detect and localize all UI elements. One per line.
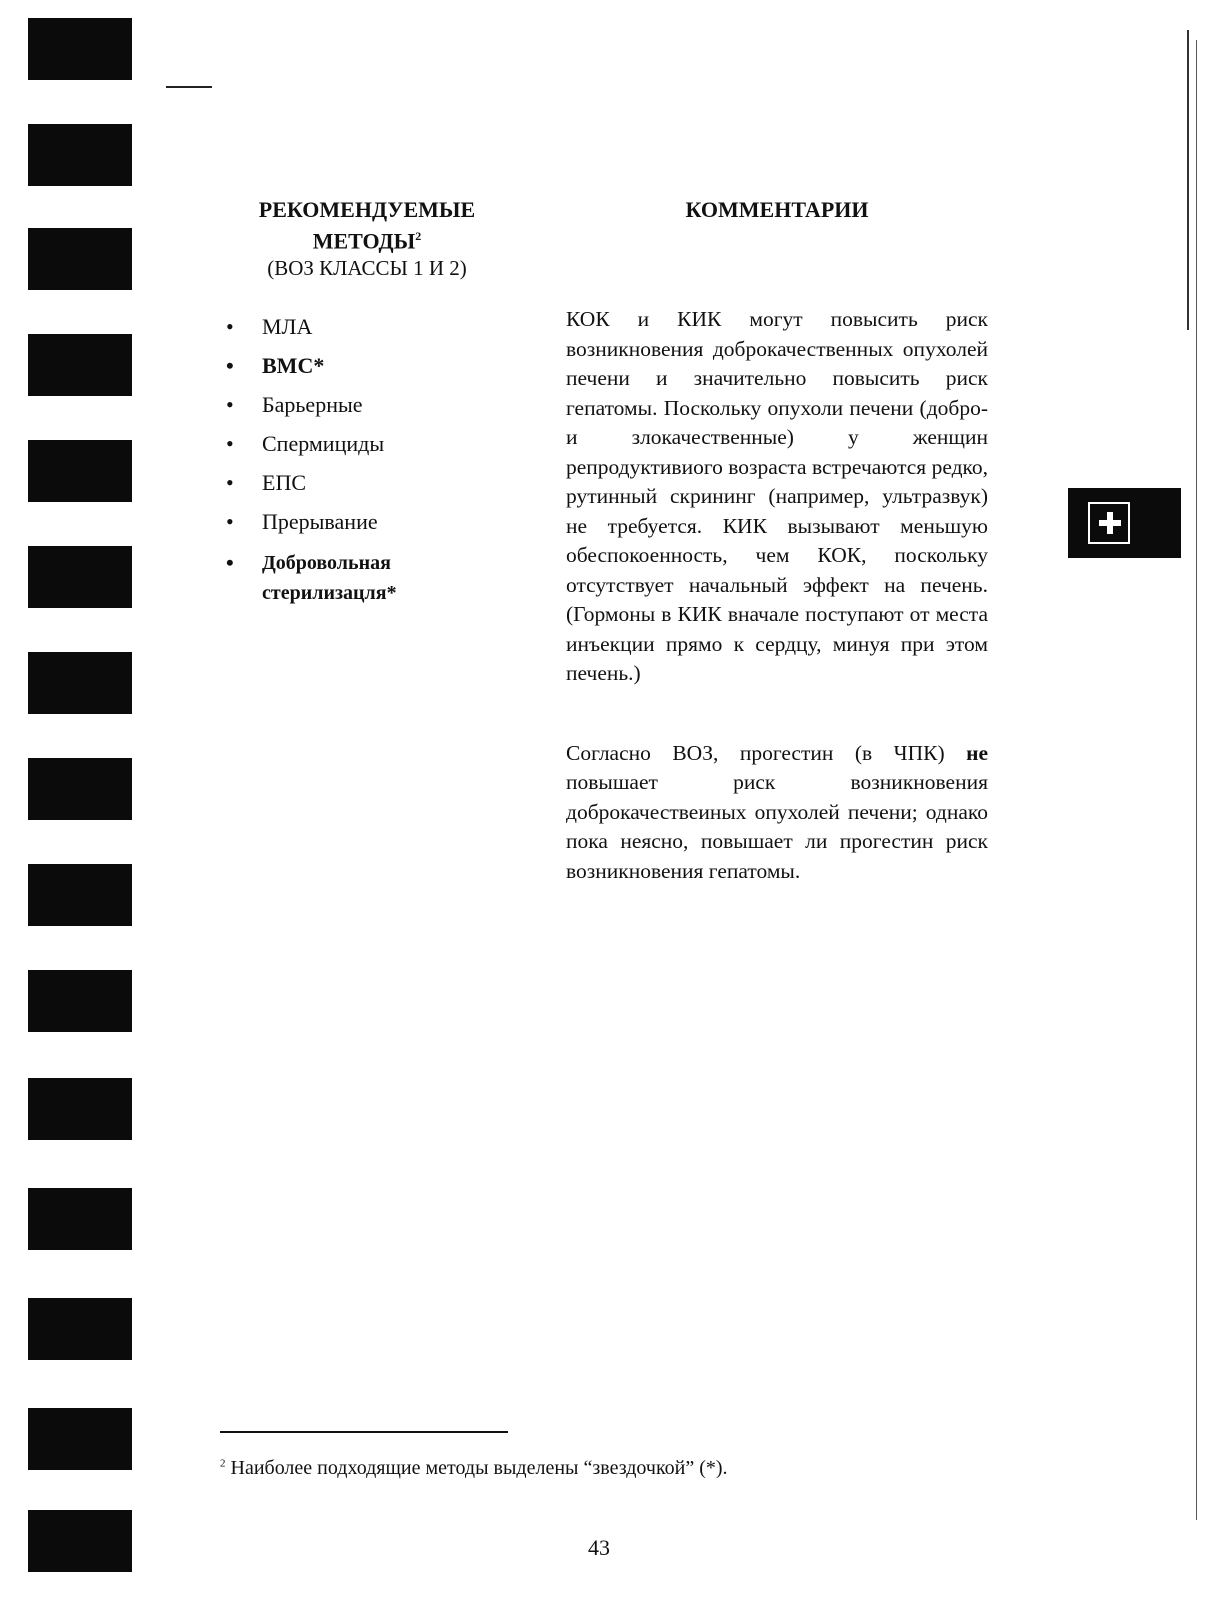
page-edge-line bbox=[1187, 30, 1189, 330]
emphasis-text: не bbox=[966, 740, 988, 765]
list-item: • ВМС* bbox=[232, 353, 502, 379]
paragraph-text: Согласно ВОЗ, прогестин (в ЧПК) bbox=[566, 740, 967, 765]
footnote-mark: 2 bbox=[415, 229, 422, 243]
paragraph-text: повышает риск возникновения доброкачествеиных опухолей печени; однако пока неясно, повышает ли прогестин риск возникновения гепатомы. bbox=[566, 770, 988, 883]
top-left-rule bbox=[166, 86, 212, 88]
heading-line: МЕТОДЫ bbox=[312, 228, 416, 254]
list-item: • ЕПС bbox=[232, 470, 502, 496]
page-edge-line bbox=[1196, 40, 1197, 1520]
recommended-methods-heading bbox=[232, 196, 502, 282]
footnote-text: Наиболее подходящие методы выделены “звездочкой” (*). bbox=[225, 1457, 728, 1479]
recommended-methods-column bbox=[232, 196, 502, 608]
list-item: • Барьерные bbox=[232, 392, 502, 418]
plus-icon bbox=[1088, 502, 1130, 544]
list-item: • Добровольная стерилизацля* bbox=[232, 548, 502, 608]
methods-list bbox=[232, 314, 502, 608]
page-number: 43 bbox=[588, 1535, 610, 1560]
binding-block bbox=[28, 124, 132, 186]
binding-block bbox=[28, 970, 132, 1032]
comment-paragraph bbox=[566, 739, 988, 887]
binding-block bbox=[28, 758, 132, 820]
list-item: • Спермициды bbox=[232, 431, 502, 457]
binding-block bbox=[28, 1298, 132, 1360]
comments-heading: КОММЕНТАРИИ bbox=[685, 197, 869, 222]
binding-block bbox=[28, 334, 132, 396]
binding-block bbox=[28, 1510, 132, 1572]
binding-block bbox=[28, 228, 132, 290]
section-tab bbox=[1068, 488, 1181, 558]
footnote-mark: 2 bbox=[220, 1457, 226, 1470]
binding-block bbox=[28, 1078, 132, 1140]
list-item: • Прерывание bbox=[232, 509, 502, 535]
binding-block bbox=[28, 546, 132, 608]
heading-subtitle: (ВОЗ КЛАССЫ 1 И 2) bbox=[267, 256, 467, 281]
binding-block bbox=[28, 864, 132, 926]
heading-line: РЕКОМЕНДУЕМЫЕ bbox=[258, 197, 476, 222]
footnote-rule bbox=[220, 1431, 508, 1433]
binding-block bbox=[28, 1188, 132, 1250]
spiral-binding bbox=[0, 0, 140, 1601]
binding-block bbox=[28, 18, 132, 80]
binding-block bbox=[28, 440, 132, 502]
comment-paragraph: КОК и КИК могут повысить риск возникновения доброкачественных опухолей печени и значительно повысить риск гепатомы. Поскольку опухоли печени (добро- и злокачественные) у женщин репродуктивиого возраста встречаются редко, рутинный скрининг (например, ультразвук) не требуется. КИК вызывают меньшую обеспокоенность, чем КОК, поскольку отсутствует начальный эффект на печень. (Гормоны в КИК вначале поступают от места инъекции прямо к сердцу, минуя при этом печень.) bbox=[566, 307, 988, 685]
binding-block bbox=[28, 652, 132, 714]
list-item: • МЛА bbox=[232, 314, 502, 340]
footnote bbox=[220, 1457, 728, 1480]
comments-column bbox=[566, 196, 988, 886]
binding-block bbox=[28, 1408, 132, 1470]
